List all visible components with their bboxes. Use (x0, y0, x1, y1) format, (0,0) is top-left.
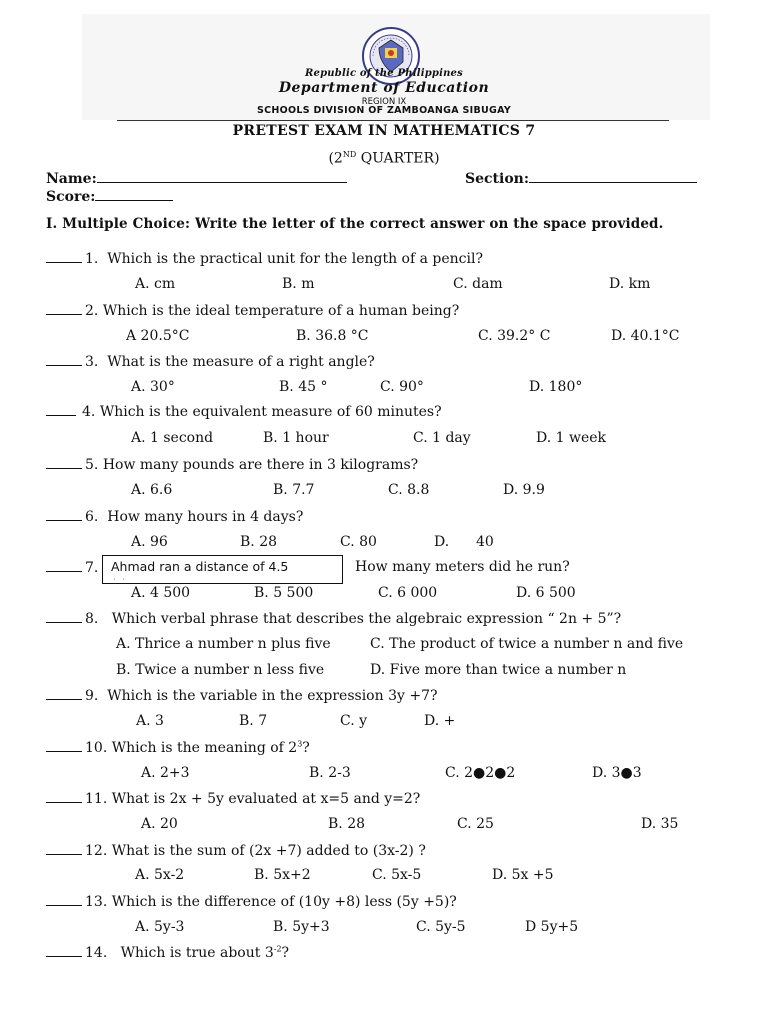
question-13: 13. Which is the difference of (10y +8) less (5y +5)? (46, 893, 457, 910)
q5-option-c: C. 8.8 (388, 482, 430, 498)
answer-blank-9[interactable] (46, 687, 82, 700)
q11-option-b: B. 28 (328, 816, 366, 832)
q2-option-d: D. 40.1°C (611, 328, 680, 344)
question-7: 7. (46, 559, 98, 576)
question-7-text: How many meters did he run? (355, 559, 570, 575)
q1-option-a: A. cm (135, 276, 176, 292)
instruction: I. Multiple Choice: Write the letter of the correct answer on the space provided. (46, 216, 664, 232)
q2-option-b: B. 36.8 °C (296, 328, 369, 344)
q7-option-a: A. 4 500 (131, 585, 191, 601)
q9-option-c: C. y (340, 713, 368, 729)
section-blank[interactable] (529, 170, 697, 183)
q4-option-a: A. 1 second (131, 430, 214, 446)
q3-option-a: A. 30° (131, 379, 175, 395)
q2-option-c: C. 39.2° C (478, 328, 551, 344)
section-field[interactable] (465, 170, 697, 187)
question-14: 14. Which is true about $3^{-2}$? (46, 944, 289, 961)
exam-title: PRETEST EXAM IN MATHEMATICS 7 (232, 123, 536, 139)
q12-option-c: C. 5x-5 (372, 867, 422, 883)
q6-option-d: D. (434, 534, 450, 550)
q10-option-c: C. 2●2●2 (445, 765, 516, 781)
question-4: 4. Which is the equivalent measure of 60 minutes? (46, 404, 442, 420)
q3-option-d: D. 180° (529, 379, 583, 395)
q8-option-a: A. Thrice a number n plus five (116, 636, 331, 652)
name-field[interactable] (46, 170, 347, 187)
q7-option-c: C. 6 000 (378, 585, 438, 601)
q6-option-a: A. 96 (131, 534, 168, 550)
q5-option-a: A. 6.6 (131, 482, 173, 498)
answer-blank-13[interactable] (46, 893, 82, 906)
q10-option-d: D. 3●3 (592, 765, 642, 781)
name-blank[interactable] (97, 170, 347, 183)
score-label: Score: (46, 189, 96, 205)
answer-blank-6[interactable] (46, 508, 82, 521)
q3-option-c: C. 90° (380, 379, 424, 395)
answer-blank-8[interactable] (46, 610, 82, 623)
q8-option-b: B. Twice a number n less five (116, 662, 325, 678)
question-2: 2. Which is the ideal temperature of a human being? (46, 302, 459, 319)
q2-option-a: A 20.5°C (126, 328, 190, 344)
question-5: 5. How many pounds are there in 3 kilograms? (46, 456, 418, 473)
question-3: 3. What is the measure of a right angle? (46, 353, 375, 370)
q1-option-d: D. km (609, 276, 651, 292)
q5-option-d: D. 9.9 (503, 482, 545, 498)
question-9: 9. Which is the variable in the expression 3y +7? (46, 687, 438, 704)
q13-option-a: A. 5y-3 (135, 919, 185, 935)
question-12: 12. What is the sum of (2x +7) added to (3x-2) ? (46, 842, 426, 859)
q9-option-b: B. 7 (239, 713, 268, 729)
answer-blank-5[interactable] (46, 456, 82, 469)
q6-option-d-value: 40 (476, 534, 494, 550)
question-11: 11. What is 2x + 5y evaluated at x=5 and y=2? (46, 790, 420, 807)
q4-option-b: B. 1 hour (263, 430, 329, 446)
question-10: 10. Which is the meaning of $2^3$? (46, 739, 310, 756)
answer-blank-2[interactable] (46, 302, 82, 315)
q4-option-d: D. 1 week (536, 430, 607, 446)
q10-option-b: B. 2-3 (309, 765, 351, 781)
answer-blank-3[interactable] (46, 353, 82, 366)
q12-option-a: A. 5x-2 (135, 867, 185, 883)
division-line: SCHOOLS DIVISION OF ZAMBOANGA SIBUGAY (256, 105, 512, 116)
q12-option-d: D. 5x +5 (492, 867, 554, 883)
question-8: 8. Which verbal phrase that describes the algebraic expression “ 2n + 5”? (46, 610, 621, 627)
name-label: Name: (46, 171, 97, 187)
department-line: Department of Education (278, 80, 490, 96)
exam-quarter: (2ND QUARTER) (328, 150, 440, 167)
answer-blank-14[interactable] (46, 944, 82, 957)
q1-option-b: B. m (282, 276, 315, 292)
q9-option-a: A. 3 (136, 713, 164, 729)
q13-option-c: C. 5y-5 (416, 919, 466, 935)
textbox-overflow-marker: · · (113, 575, 127, 584)
answer-blank-7[interactable] (46, 559, 82, 572)
q13-option-d: D 5y+5 (525, 919, 579, 935)
q6-option-c: C. 80 (340, 534, 377, 550)
answer-blank-10[interactable] (46, 739, 82, 752)
answer-blank-4[interactable] (46, 407, 76, 416)
q1-option-c: C. dam (453, 276, 503, 292)
q13-option-b: B. 5y+3 (273, 919, 330, 935)
q8-option-d: D. Five more than twice a number n (370, 662, 627, 678)
answer-blank-1[interactable] (46, 250, 82, 263)
q4-option-c: C. 1 day (413, 430, 471, 446)
q5-option-b: B. 7.7 (273, 482, 315, 498)
q7-option-b: B. 5 500 (254, 585, 314, 601)
question-1: 1. Which is the practical unit for the length of a pencil? (46, 250, 483, 267)
q7-option-d: D. 6 500 (516, 585, 576, 601)
score-blank[interactable] (95, 188, 173, 201)
question-7-textbox-text: Ahmad ran a distance of 4.5 (111, 559, 289, 574)
q11-option-d: D. 35 (641, 816, 679, 832)
q11-option-c: C. 25 (457, 816, 494, 832)
q10-option-a: A. 2+3 (141, 765, 190, 781)
answer-blank-12[interactable] (46, 842, 82, 855)
question-6: 6. How many hours in 4 days? (46, 508, 303, 525)
q9-option-d: D. + (424, 713, 456, 729)
q8-option-c: C. The product of twice a number n and five (370, 636, 684, 652)
answer-blank-11[interactable] (46, 790, 82, 803)
q6-option-b: B. 28 (240, 534, 278, 550)
q11-option-a: A. 20 (141, 816, 178, 832)
region-line: REGION IX (361, 97, 407, 107)
header-divider (117, 120, 669, 121)
q3-option-b: B. 45 ° (279, 379, 328, 395)
republic-line: Republic of the Philippines (305, 68, 463, 79)
q12-option-b: B. 5x+2 (254, 867, 311, 883)
question-7-textbox[interactable] (102, 555, 343, 584)
section-label: Section: (465, 171, 530, 187)
score-field[interactable] (46, 188, 173, 205)
